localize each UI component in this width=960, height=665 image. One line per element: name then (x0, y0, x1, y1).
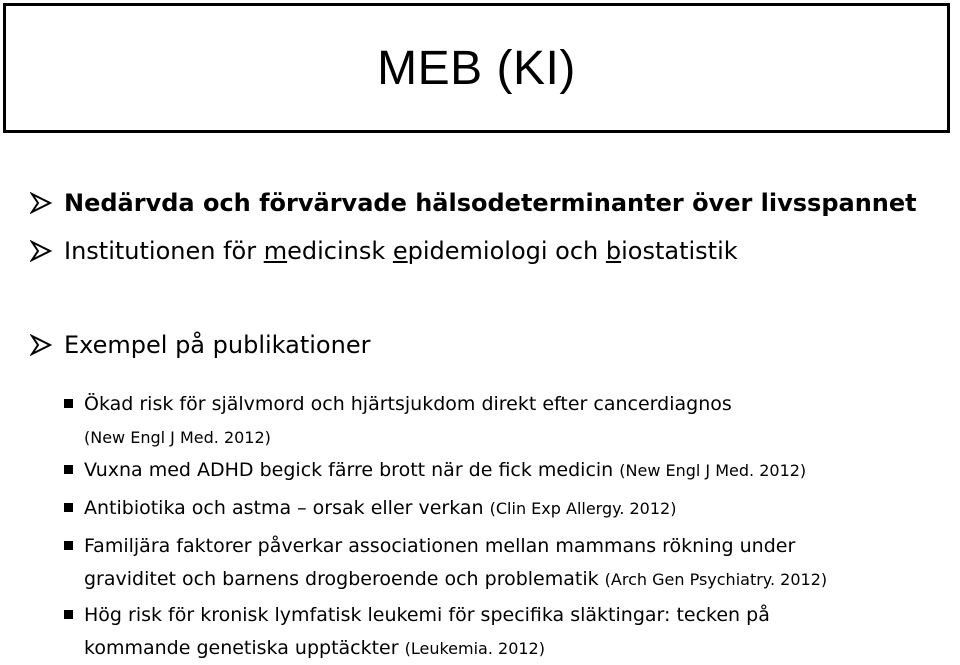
publication-citation: (Arch Gen Psychiatry. 2012) (604, 570, 828, 589)
publication-item: Antibiotika och astma – orsak eller verkan (Clin Exp Allergy. 2012) (64, 492, 944, 525)
arrow-bullet-icon (30, 334, 52, 356)
publication-citation: (New Engl J Med. 2012) (619, 461, 807, 480)
publication-item: Vuxna med ADHD begick färre brott när de fick medicin (New Engl J Med. 2012) (64, 454, 944, 487)
arrow-bullet-icon (30, 240, 52, 262)
title-box (3, 3, 950, 133)
bullet-text: Institutionen för medicinsk epidemiologi och biostatistik (64, 237, 738, 265)
slide-title: MEB (KI) (377, 41, 576, 95)
publication-citation: (Clin Exp Allergy. 2012) (489, 499, 677, 518)
publication-item: Familjära faktorer påverkar associationen mellan mammans rökning under graviditet och barnens drogberoende och problematik (Arch Gen Psychiatry. 2012) (64, 530, 944, 596)
square-bullet-icon (64, 503, 73, 512)
square-bullet-icon (64, 610, 73, 619)
square-bullet-icon (64, 541, 73, 550)
publication-citation: (New Engl J Med. 2012) (84, 428, 271, 447)
publication-item: Ökad risk för självmord och hjärtsjukdom direkt efter cancerdiagnos (New Engl J Med. 2012) (64, 388, 944, 454)
arrow-bullet-icon (30, 192, 52, 214)
publication-citation: (Leukemia. 2012) (404, 639, 545, 658)
square-bullet-icon (64, 465, 73, 474)
bullet-heritable-determinants (30, 189, 917, 217)
bullet-publications (30, 331, 370, 359)
bullet-text: Exempel på publikationer (64, 331, 371, 359)
bullet-text: Nedärvda och förvärvade hälsodeterminanter över livsspannet (64, 189, 917, 217)
square-bullet-icon (64, 399, 73, 408)
publication-item: Hög risk för kronisk lymfatisk leukemi för specifika släktingar: tecken på kommande genetiska upptäckter (Leukemia. 2012) (64, 599, 944, 665)
bullet-institution (30, 237, 738, 265)
